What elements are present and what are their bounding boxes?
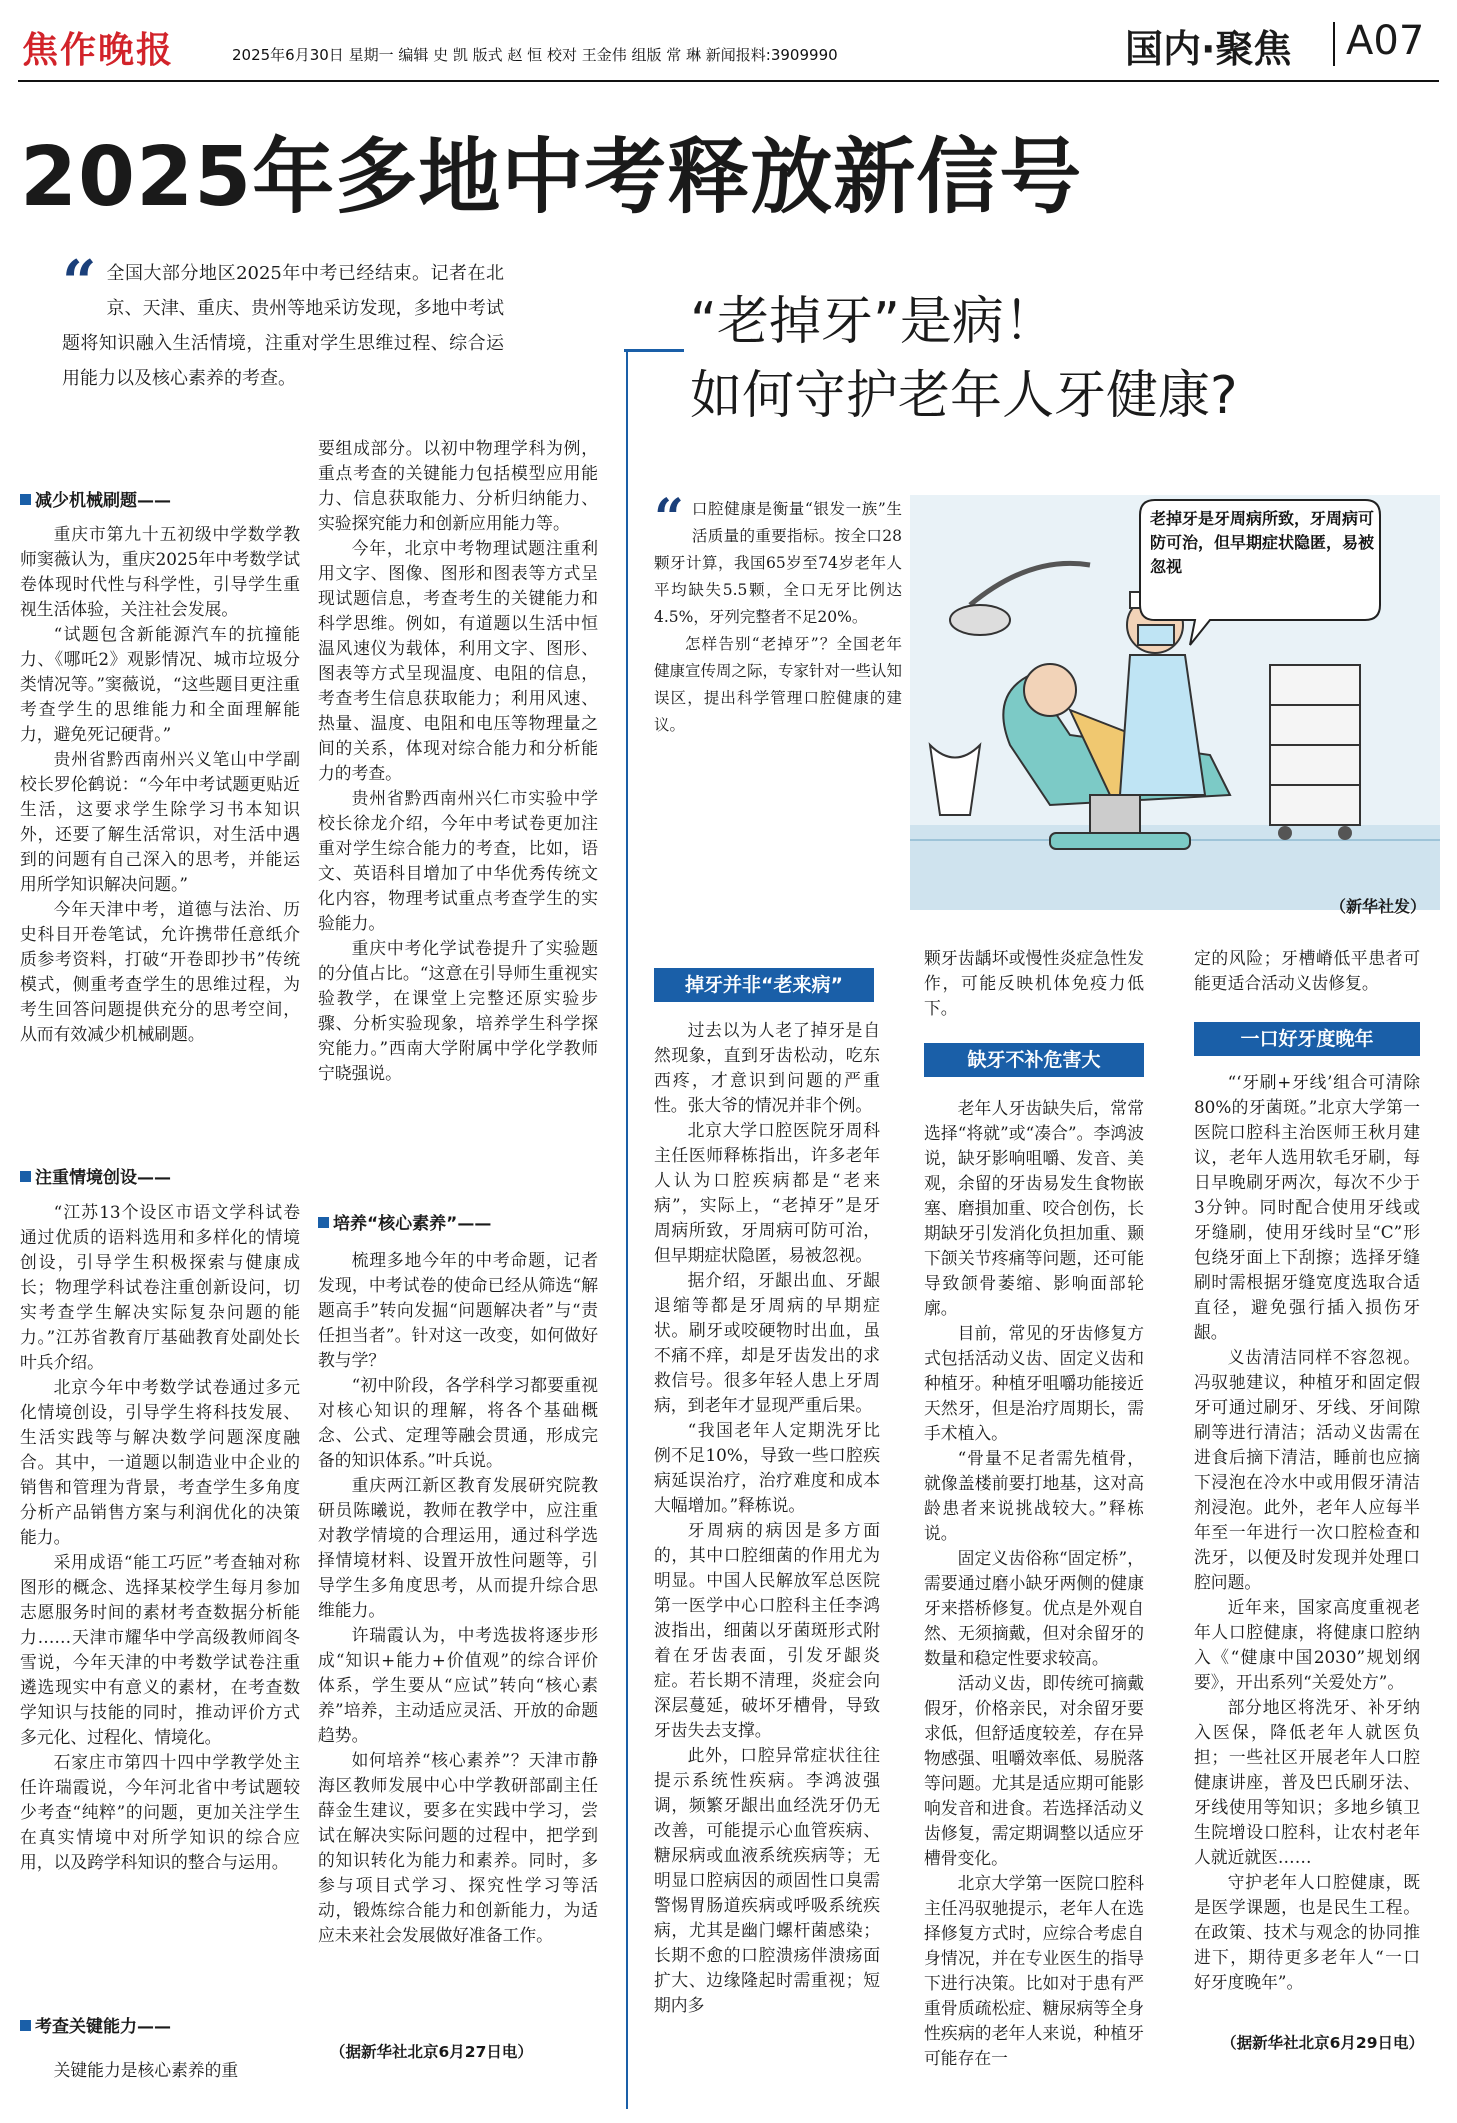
dentist-illustration <box>910 495 1440 910</box>
article1-lead <box>62 248 504 396</box>
subhead-key-ability: 考查关键能力—— <box>20 2012 171 2037</box>
header-divider <box>1333 22 1335 66</box>
subhead-context: 注重情境创设—— <box>20 1163 171 1188</box>
issue-info: 2025年6月30日 星期一 编辑 史 凯 版式 赵 恒 校对 王金伟 组版 常 琳 新闻报料:3909990 <box>232 46 838 64</box>
quote-icon: “ <box>62 248 97 318</box>
article1-col1c: 关键能力是核心素养的重 <box>53 2060 239 2080</box>
tag-not-old-age: 掉牙并非“老来病” <box>654 968 874 1002</box>
article2-colB: 老年人牙齿缺失后，常常选择“将就”或“凑合”。李鸿波说，缺牙影响咀嚼、发音、美观，余留的牙齿易发生食物嵌塞、磨損加重、咬合创伤，长期缺牙引发消化负担加重、颞下颌关节疼痛等问题，还可能导致颌骨萎缩、影响面部轮廓。 目前，常见的牙齿修复方式包括活动义齿、固定义齿和种植牙。种植牙咀嚼功能接近天然牙，但是治疗周期长，需手术植入。 “骨量不足者需先植骨，就像盖楼前要打地基，这对高龄患者来说挑战较大。”释栋说。 固定义齿俗称“固定桥”，需要通过磨小缺牙两侧的健康牙来搭桥修复。优点是外观自然、无须摘戴，但对余留牙的数量和稳定性要求较高。 活动义齿，即传统可摘戴假牙，价格亲民，对余留牙要求低，但舒适度较差，存在异物感强、咀嚼效率低、易脱落等问题。尤其是适应期可能影响发音和进食。若选择活动义齿修复，需定期调整以适应牙槽骨变化。 北京大学第一医院口腔科主任冯驭驰提示，老年人在选择修复方式时，应综合考虑自身情况，并在专业医生的指导下进行决策。比如对于患有严重骨质疏松症、糖尿病等全身性疾病的老年人来说，种植牙可能存在一 <box>924 1098 1144 2068</box>
lead-text: 口腔健康是衡量“银发一族”生活质量的重要指标。按全口28颗牙计算，我国65岁至74岁老年人平均缺失5.5颗，全口无牙比例达4.5%，牙列完整者不足20%。 <box>654 500 902 626</box>
lead-text-2: 怎样告别“老掉牙”？全国老年健康宣传周之际，专家针对一些认知误区，提出科学管理口腔健康的建议。 <box>654 635 903 734</box>
page-number: A07 <box>1346 18 1425 64</box>
article2-frame-top <box>624 349 684 352</box>
article2-frame-left <box>626 349 628 2109</box>
article2-lead <box>654 488 903 739</box>
subhead-reduce-drills: 减少机械刷题—— <box>20 486 171 511</box>
patient <box>1024 664 1076 716</box>
tag-good-teeth: 一口好牙度晚年 <box>1194 1022 1420 1056</box>
title-line-2: 如何守护老年人牙健康? <box>690 366 1238 426</box>
article1-col1b: “江苏13个设区市语文学科试卷通过优质的语料选用和多样化的情境创设，引导学生积极探索与健康成长；物理学科试卷注重创新设问，切实考查学生解决实际复杂问题的能力。”江苏省教育厅基础教育处副处长叶兵介绍。 北京今年中考数学试卷通过多元化情境创设，引导学生将科技发展、生活实践等与解决数学问题深度融合。其中，一道题以制造业中企业的销售和管理为背景，考查学生多角度分析产品销售方案与利润优化的决策能力。 采用成语“能工巧匠”考查轴对称图形的概念、选择某校学生每月参加志愿服务时间的素材考查数据分析能力……天津市耀华中学高级教师阎冬雪说，今年天津的中考数学试卷注重遴选现实中有意义的素材，在考查数学知识与技能的同时，推动评价方式多元化、过程化、情境化。 石家庄市第四十四中学教学处主任许瑞霞说，今年河北省中考试题较少考查“纯粹”的问题，更加关注学生在真实情境中对所学知识的综合应用，以及跨学科知识的整合与运用。 <box>20 1202 300 1872</box>
article2-colC-top: 定的风险；牙槽嵴低平患者可能更适合活动义齿修复。 <box>1194 948 1420 993</box>
illustration-caption: （新华社发） <box>1330 897 1427 916</box>
bubble-text: 老掉牙是牙周病所致，牙周病可防可治，但早期症状隐匿，易被忽视 <box>1150 509 1375 576</box>
article1-col2a: 要组成部分。以初中物理学科为例，重点考查的关键能力包括模型应用能力、信息获取能力、分析归纳能力、实验探究能力和创新应用能力等。 今年，北京中考物理试题注重利用文字、图像、图形和图表等方式呈现试题信息，考查考生的关键能力和科学思维。例如，有道题以生活中恒温风速仪为载体，利用文字、图形、图表等方式呈现温度、电阻的信息，考查考生信息获取能力；利用风速、热量、温度、电阻和电压等物理量之间的关系，体现对综合能力和分析能力的考查。 贵州省黔西南州兴仁市实验中学校长徐龙介绍，今年中考试卷更加注重对学生综合能力的考查，比如，语文、英语科目增加了中华优秀传统文化内容，物理考试重点考查学生的实验能力。 重庆中考化学试卷提升了实验题的分值占比。“这意在引导师生重视实验教学，在课堂上完整还原实验步骤、分析实验现象，培养学生科学探究能力。”西南大学附属中学化学教师宁晓强说。 <box>318 438 598 1083</box>
lamp-icon <box>950 605 1010 635</box>
square-bullet-icon <box>20 2020 31 2031</box>
article1-credit: （据新华社北京6月27日电） <box>330 2043 533 2061</box>
article1-col1a: 重庆市第九十五初级中学数学教师窦薇认为，重庆2025年中考数学试卷体现时代性与科学性，引导学生重视生活体验，关注社会发展。 “试题包含新能源汽车的抗撞能力、《哪吒2》观影情况、城市垃圾分类情况等。”窦薇说，“这些题目更注重考查学生的思维能力和全面理解能力，避免死记硬背。” 贵州省黔西南州兴义笔山中学副校长罗伦鹤说：“今年中考试题更贴近生活，这要求学生除学习书本知识外，还要了解生活常识，对生活中遇到的问题有自己深入的思考，并能运用所学知识解决问题。” 今年天津中考，道德与法治、历史科目开卷笔试，允许携带任意纸介质参考资料，打破“开卷即抄书”传统模式，侧重考查学生的思维过程，为考生回答问题提供充分的思考空间，从而有效减少机械刷题。 <box>20 524 300 1044</box>
newspaper-logo: 焦作晚报 <box>22 30 175 71</box>
quote-icon: “ <box>654 488 684 549</box>
article2-colA: 过去以为人老了掉牙是自然现象，直到牙齿松动，吃东西疼，才意识到问题的严重性。张大爷的情况并非个例。 北京大学口腔医院牙周科主任医师释栋指出，许多老年人认为口腔疾病都是“老来病”，实际上，“老掉牙”是牙周病所致，牙周病可防可治，但早期症状隐匿，易被忽视。 据介绍，牙龈出血、牙龈退缩等都是牙周病的早期症状。刷牙或咬硬物时出血，虽不痛不痒，却是牙齿发出的求救信号。很多年轻人患上牙周病，到老年才显现严重后果。 “我国老年人定期洗牙比例不足10%，导致一些口腔疾病延误治疗，治疗难度和成本大幅增加。”释栋说。 牙周病的病因是多方面的，其中口腔细菌的作用尤为明显。中国人民解放军总医院第一医学中心口腔科主任李鸿波指出，细菌以牙菌斑形式附着在牙齿表面，引发牙龈炎症。若长期不清理，炎症会向深层蔓延，破坏牙槽骨，导致牙齿失去支撑。 此外，口腔异常症状往往提示系统性疾病。李鸿波强调，频繁牙龈出血经洗牙仍无改善，可能提示心血管疾病、糖尿病或血液系统疾病等；无明显口腔病因的顽固性口臭需警惕胃肠道疾病或呼吸系统疾病，尤其是幽门螺杆菌感染；长期不愈的口腔溃疡伴溃疡面扩大、边缘隆起时需重视；短期内多 <box>654 1020 880 2015</box>
headline: 2025年多地中考释放新信号 <box>20 130 1083 225</box>
title-line-1: “老掉牙”是病！ <box>690 292 1056 352</box>
article2-credit: （据新华社北京6月29日电） <box>1221 2034 1424 2052</box>
square-bullet-icon <box>318 1217 329 1228</box>
lead-text: 全国大部分地区2025年中考已经结束。记者在北京、天津、重庆、贵州等地采访发现，多地中考试题将知识融入生活情境，注重对学生思维过程、综合运用能力以及核心素养的考查。 <box>62 263 504 389</box>
square-bullet-icon <box>20 1171 31 1182</box>
article2-title <box>690 285 1238 433</box>
article1-col2b: 梳理多地今年的中考命题，记者发现，中考试卷的使命已经从筛选“解题高手”转向发掘“问题解决者”与“责任担当者”。针对这一改变，如何做好教与学？ “初中阶段，各学科学习都要重视对核心知识的理解，将各个基础概念、公式、定理等融会贯通，形成完备的知识体系。”叶兵说。 重庆两江新区教育发展研究院教研员陈曦说，教师在教学中，应注重对教学情境的合理运用，通过科学选择情境材料、设置开放性问题等，引导学生多角度思考，从而提升综合思维能力。 许瑞霞认为，中考选拔将逐步形成“知识+能力+价值观”的综合评价体系，学生要从“应试”转向“核心素养”培养，主动适应灵活、开放的命题趋势。 如何培养“核心素养”？天津市静海区教师发展中心中学教研部副主任薛金生建议，要多在实践中学习，尝试在解决实际问题的过程中，把学到的知识转化为能力和素养。同时，多参与项目式学习、探究性学习等活动，锻炼综合能力和创新能力，为适应未来社会发展做好准备工作。 <box>318 1250 598 1945</box>
header-rule <box>18 80 1439 82</box>
article2-colB-top: 颗牙齿龋坏或慢性炎症急性发作，可能反映机体免疫力低下。 <box>924 948 1144 1018</box>
tag-missing-teeth: 缺牙不补危害大 <box>924 1043 1144 1077</box>
section-title: 国内·聚焦 <box>1125 27 1292 71</box>
square-bullet-icon <box>20 494 31 505</box>
article2-colC: “‘牙刷+牙线’组合可清除80%的牙菌斑。”北京大学第一医院口腔科主治医师王秋月建议，老年人选用软毛牙刷，每日早晚刷牙两次，每次不少于3分钟。同时配合使用牙线或牙缝刷，使用牙线时呈“C”形包绕牙面上下刮擦；选择牙缝刷时需根据牙缝宽度选取合适直径，避免强行插入损伤牙龈。 义齿清洁同样不容忽视。冯驭驰建议，种植牙和固定假牙可通过刷牙、牙线、牙间隙刷等进行清洁；活动义齿需在进食后摘下清洁，睡前也应摘下浸泡在冷水中或用假牙清洁剂浸泡。此外，老年人应每半年至一年进行一次口腔检查和洗牙，以便及时发现并处理口腔问题。 近年来，国家高度重视老年人口腔健康，将健康口腔纳入《“健康中国2030”规划纲要》，开出系列“关爱处方”。 部分地区将洗牙、补牙纳入医保，降低老年人就医负担；一些社区开展老年人口腔健康讲座，普及巴氏刷牙法、牙线使用等知识；多地乡镇卫生院增设口腔科，让农村老年人就近就医…… 守护老年人口腔健康，既是医学课题，也是民生工程。在政策、技术与观念的协同推进下，期待更多老年人“一口好牙度晚年”。 <box>1194 1072 1420 1992</box>
subhead-core-literacy: 培养“核心素养”—— <box>318 1209 491 1234</box>
